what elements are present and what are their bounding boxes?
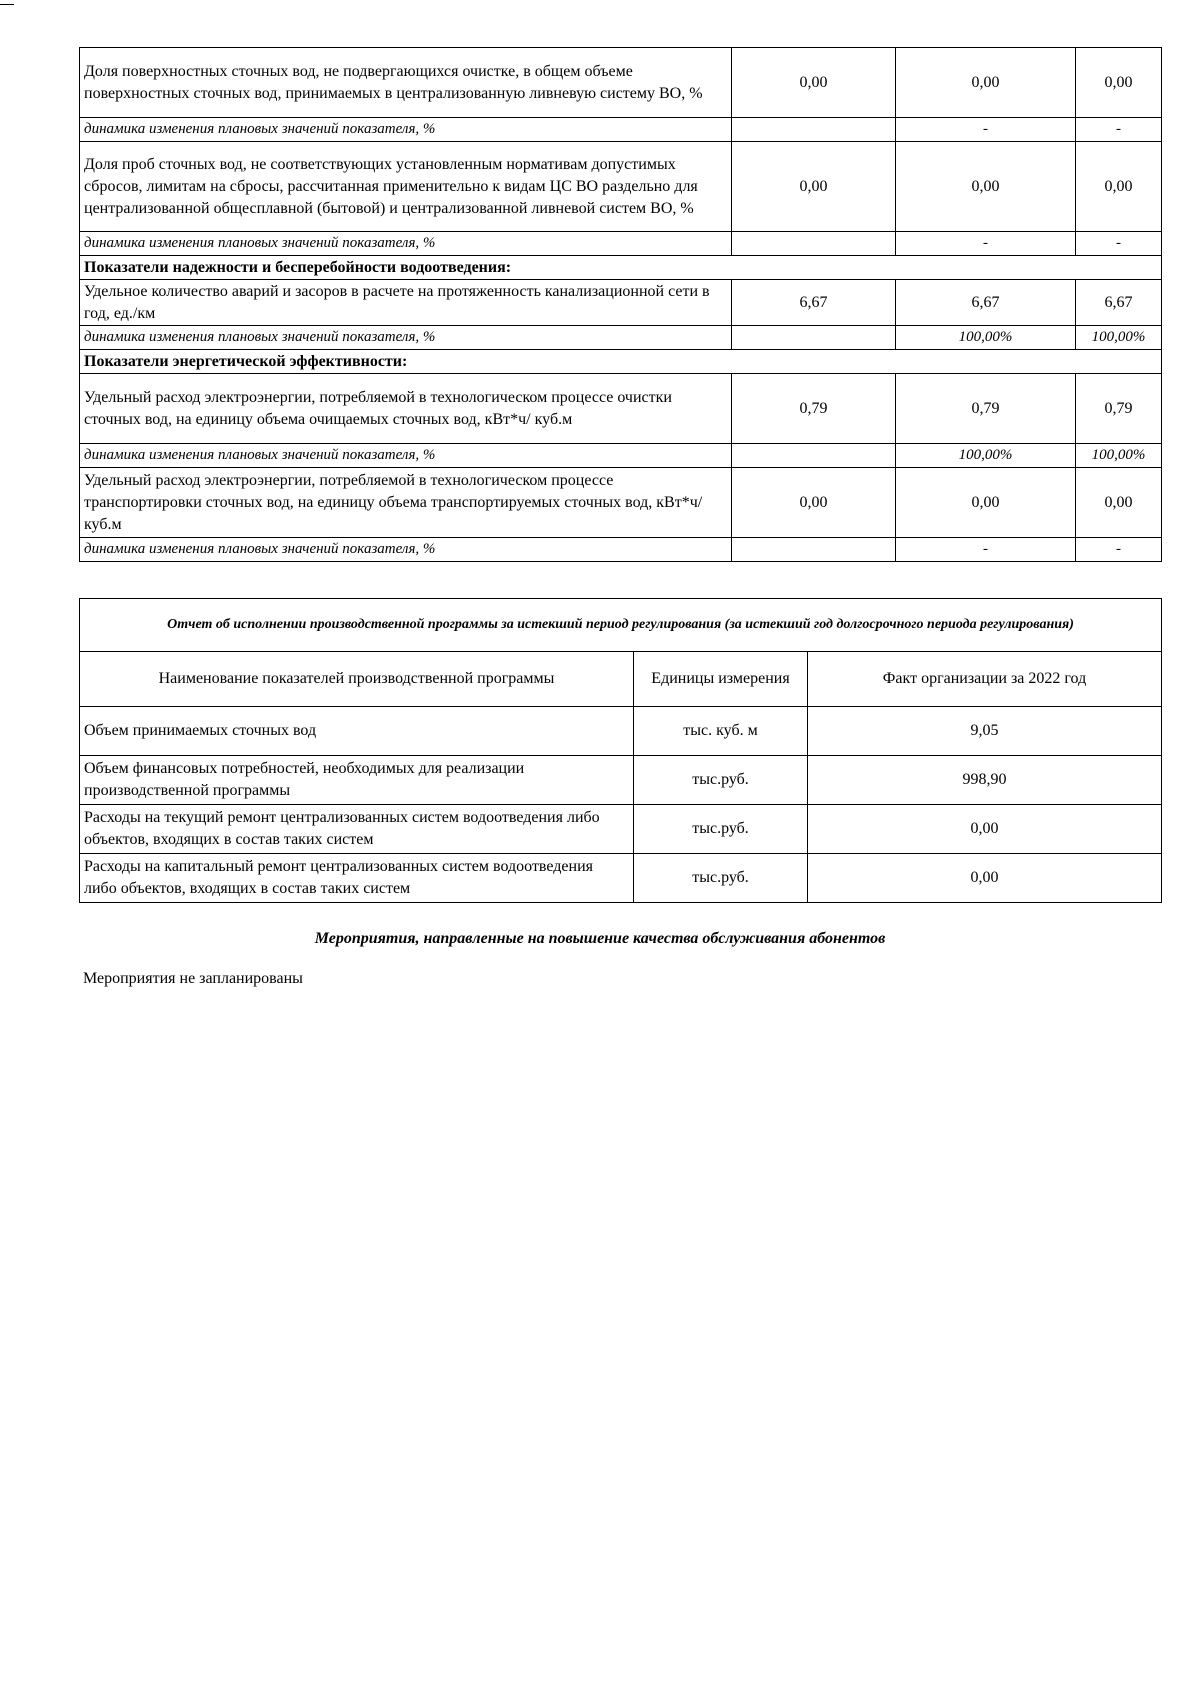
indicator-value: 0,00 — [896, 48, 1076, 118]
dynamics-row — [80, 444, 1162, 468]
dynamics-value — [732, 444, 896, 468]
indicator-label: Удельный расход электроэнергии, потребляемой в технологическом процессе очистки сточных вод, на единицу объема очищаемых сточных вод, кВт*ч/ куб.м — [80, 374, 732, 444]
indicator-value: 6,67 — [732, 280, 896, 326]
indicator-value: 0,00 — [1076, 468, 1162, 538]
dynamics-value: - — [1076, 118, 1162, 142]
section-heading: Показатели надежности и бесперебойности водоотведения: — [80, 256, 1162, 280]
report-row — [80, 707, 1162, 756]
report-row-unit: тыс. куб. м — [634, 707, 808, 756]
indicator-value: 0,00 — [732, 142, 896, 232]
dynamics-value: 100,00% — [896, 326, 1076, 350]
indicator-row — [80, 468, 1162, 538]
indicator-label: Доля поверхностных сточных вод, не подвергающихся очистке, в общем объеме поверхностных сточных вод, принимаемых в централизованную ливневую систему ВО, % — [80, 48, 732, 118]
dynamics-value: - — [1076, 538, 1162, 562]
report-row-unit: тыс.руб. — [634, 756, 808, 805]
report-row-name: Объем принимаемых сточных вод — [80, 707, 634, 756]
indicator-label: Доля проб сточных вод, не соответствующих установленным нормативам допустимых сбросов, лимитам на сбросы, рассчитанная применительно к видам ЦС ВО раздельно для централизованной общесплавной (бытовой) и централизованной ливневой систем ВО, % — [80, 142, 732, 232]
report-row-value: 0,00 — [808, 854, 1162, 903]
section-heading: Показатели энергетической эффективности: — [80, 350, 1162, 374]
dynamics-row — [80, 232, 1162, 256]
dynamics-value — [732, 232, 896, 256]
dynamics-value: - — [896, 538, 1076, 562]
report-row-name: Расходы на капитальный ремонт централизованных систем водоотведения либо объектов, входящих в состав таких систем — [80, 854, 634, 903]
dynamics-value — [732, 326, 896, 350]
indicator-value: 0,00 — [1076, 142, 1162, 232]
section-row — [80, 350, 1162, 374]
indicator-label: Удельное количество аварий и засоров в расчете на протяженность канализационной сети в год, ед./км — [80, 280, 732, 326]
report-row — [80, 854, 1162, 903]
report-row-value: 9,05 — [808, 707, 1162, 756]
dynamics-value: - — [896, 118, 1076, 142]
report-row-value: 998,90 — [808, 756, 1162, 805]
dynamics-label: динамика изменения плановых значений показателя, % — [80, 326, 732, 350]
report-row — [80, 805, 1162, 854]
dynamics-value: 100,00% — [1076, 444, 1162, 468]
report-header-fact: Факт организации за 2022 год — [808, 652, 1162, 707]
dynamics-value: 100,00% — [896, 444, 1076, 468]
dynamics-row — [80, 118, 1162, 142]
indicator-value: 6,67 — [1076, 280, 1162, 326]
report-row-unit: тыс.руб. — [634, 854, 808, 903]
report-caption: Отчет об исполнении производственной программы за истекший период регулирования (за истекший год долгосрочного периода регулирования) — [80, 599, 1162, 652]
report-row-value: 0,00 — [808, 805, 1162, 854]
section-row — [80, 256, 1162, 280]
indicator-value: 0,79 — [1076, 374, 1162, 444]
indicator-value: 0,00 — [1076, 48, 1162, 118]
dynamics-value — [732, 118, 896, 142]
indicators-table — [79, 47, 1162, 562]
measures-note: Мероприятия не запланированы — [83, 970, 303, 987]
indicator-row — [80, 280, 1162, 326]
corner-mark — [0, 4, 14, 5]
report-row-unit: тыс.руб. — [634, 805, 808, 854]
indicator-value: 0,00 — [896, 468, 1076, 538]
report-row-name: Объем финансовых потребностей, необходимых для реализации производственной программы — [80, 756, 634, 805]
indicator-row — [80, 142, 1162, 232]
dynamics-label: динамика изменения плановых значений показателя, % — [80, 232, 732, 256]
report-table — [79, 598, 1162, 903]
dynamics-label: динамика изменения плановых значений показателя, % — [80, 538, 732, 562]
dynamics-label: динамика изменения плановых значений показателя, % — [80, 118, 732, 142]
indicator-value: 0,00 — [732, 48, 896, 118]
dynamics-row — [80, 538, 1162, 562]
indicator-value: 0,00 — [896, 142, 1076, 232]
report-header-unit: Единицы измерения — [634, 652, 808, 707]
indicator-value: 6,67 — [896, 280, 1076, 326]
dynamics-row — [80, 326, 1162, 350]
indicator-row — [80, 374, 1162, 444]
dynamics-value: - — [896, 232, 1076, 256]
indicator-value: 0,79 — [896, 374, 1076, 444]
report-header-row — [80, 652, 1162, 707]
report-caption-row — [80, 599, 1162, 652]
dynamics-value — [732, 538, 896, 562]
indicator-value: 0,79 — [732, 374, 896, 444]
measures-heading: Мероприятия, направленные на повышение качества обслуживания абонентов — [314, 930, 886, 947]
indicator-label: Удельный расход электроэнергии, потребляемой в технологическом процессе транспортировки сточных вод, на единицу объема транспортируемых сточных вод, кВт*ч/ куб.м — [80, 468, 732, 538]
report-row-name: Расходы на текущий ремонт централизованных систем водоотведения либо объектов, входящих в состав таких систем — [80, 805, 634, 854]
indicator-row — [80, 48, 1162, 118]
dynamics-value: 100,00% — [1076, 326, 1162, 350]
report-header-name: Наименование показателей производственной программы — [80, 652, 634, 707]
indicator-value: 0,00 — [732, 468, 896, 538]
dynamics-value: - — [1076, 232, 1162, 256]
report-row — [80, 756, 1162, 805]
dynamics-label: динамика изменения плановых значений показателя, % — [80, 444, 732, 468]
